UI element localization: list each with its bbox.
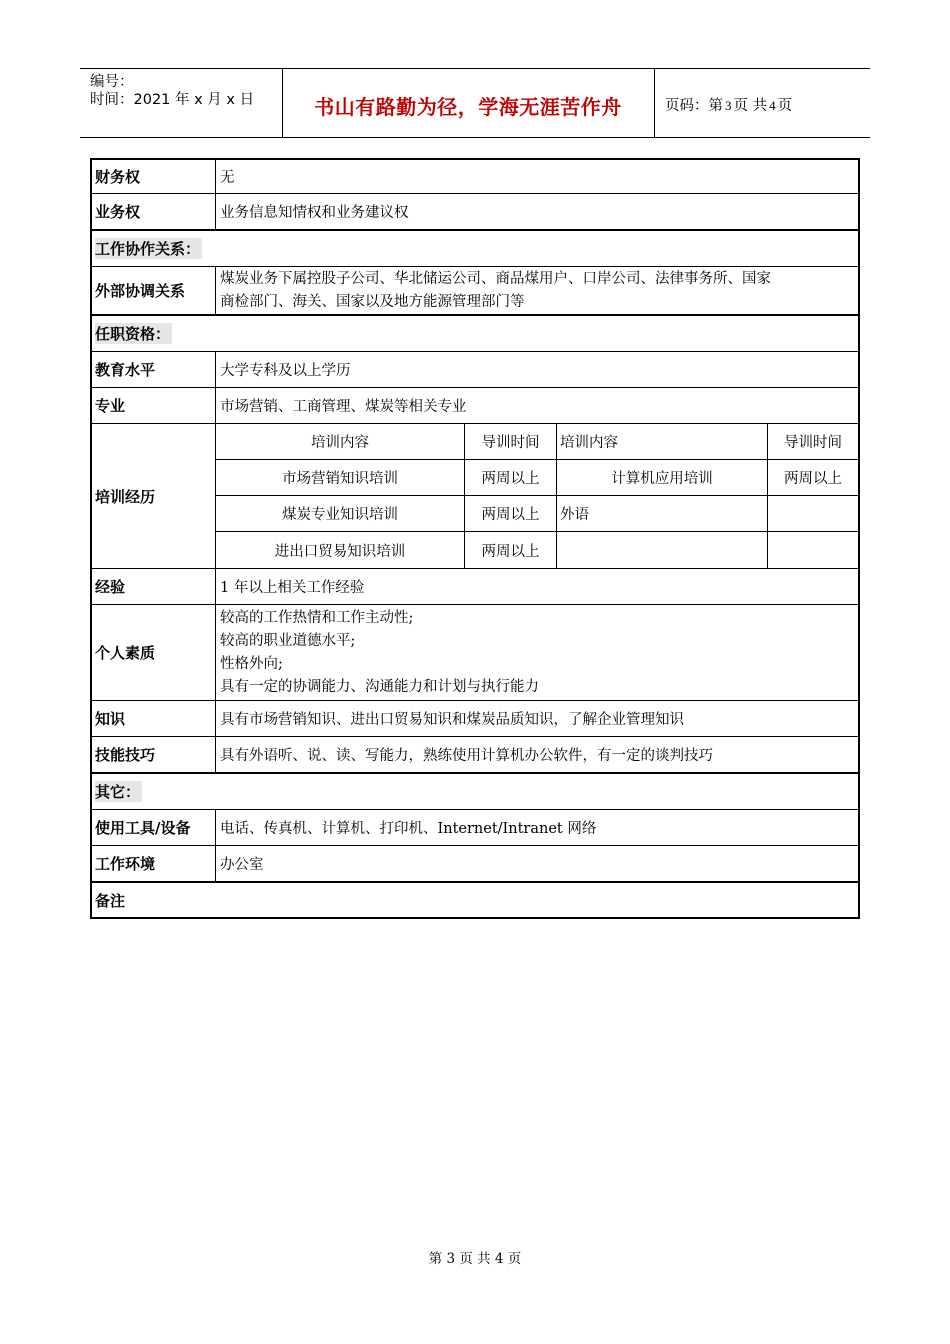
training-cell: 两周以上	[464, 460, 556, 495]
job-description-table	[90, 158, 860, 919]
row-label: 外部协调关系	[92, 267, 216, 314]
document-header	[80, 68, 870, 138]
row-value: 市场营销、工商管理、煤炭等相关专业	[220, 399, 467, 415]
row-label: 工作环境	[92, 846, 216, 881]
row-label: 经验	[92, 569, 216, 604]
row-skills	[90, 737, 860, 774]
section-title: 工作协作关系：	[95, 240, 201, 258]
training-cell: 煤炭专业知识培训	[282, 507, 398, 523]
row-label: 财务权	[92, 160, 216, 193]
row-label: 知识	[92, 701, 216, 736]
section-qualification	[90, 316, 860, 352]
row-label: 培训经历	[92, 424, 216, 568]
training-cell: 两周以上	[464, 496, 556, 531]
row-value: 较高的工作热情和工作主动性; 较高的职业道德水平; 性格外向; 具有一定的协调能力、沟通能力和计划与执行能力	[220, 609, 539, 695]
row-value: 煤炭业务下属控股子公司、华北储运公司、商品煤用户、口岸公司、法律事务所、国家 商检部门、海关、国家以及地方能源管理部门等	[220, 270, 771, 310]
row-value: 电话、传真机、计算机、打印机、Internet/Intranet 网络	[220, 821, 597, 837]
training-cell: 计算机应用培训	[556, 460, 767, 495]
row-label: 技能技巧	[92, 737, 216, 772]
page-total: 4	[769, 98, 776, 113]
row-finance	[90, 158, 860, 194]
header-meta	[90, 73, 254, 109]
training-cell: 进出口贸易知识培训	[274, 543, 406, 560]
row-value: 业务信息知情权和业务建议权	[220, 205, 409, 221]
page-current: 3	[725, 98, 732, 113]
training-header: 导训时间	[464, 424, 556, 459]
training-header: 导训时间	[767, 424, 858, 459]
row-label: 教育水平	[92, 352, 216, 387]
time-label: 时间：2021 年 x 月 x 日	[90, 92, 255, 108]
row-knowledge	[90, 701, 860, 737]
row-value: 大学专科及以上学历	[220, 363, 351, 379]
section-title: 任职资格：	[95, 325, 171, 343]
row-label: 个人素质	[92, 605, 216, 700]
section-other	[90, 774, 860, 810]
row-remark	[90, 883, 860, 919]
training-cell: 市场营销知识培训	[282, 471, 398, 487]
number-label: 编号：	[90, 74, 134, 90]
row-business	[90, 194, 860, 231]
row-tools	[90, 810, 860, 846]
row-value: 办公室	[220, 857, 264, 873]
row-value: 具有市场营销知识、进出口贸易知识和煤炭品质知识，了解企业管理知识	[220, 712, 684, 728]
motto: 书山有路勤为径，学海无涯苦作舟	[314, 95, 622, 119]
training-cell: 外语	[556, 496, 767, 531]
training-cell: 两周以上	[464, 532, 556, 568]
training-header: 培训内容	[556, 424, 767, 459]
training-cell: 两周以上	[767, 460, 858, 495]
row-external	[90, 267, 860, 316]
section-title: 其它：	[95, 783, 141, 801]
row-quality	[90, 605, 860, 701]
row-label: 专业	[92, 388, 216, 423]
row-label: 备注	[95, 891, 126, 910]
training-cell	[767, 496, 858, 531]
header-divider	[654, 69, 655, 137]
row-experience	[90, 569, 860, 605]
training-table	[216, 424, 858, 568]
row-value: 1 年以上相关工作经验	[220, 580, 365, 596]
row-value: 无	[220, 170, 235, 186]
section-cooperation	[90, 231, 860, 267]
page-indicator: 页码：第 3 页 共 4 页	[665, 98, 793, 114]
row-training	[90, 424, 860, 569]
row-education	[90, 352, 860, 388]
training-cell	[556, 532, 767, 568]
row-environment	[90, 846, 860, 883]
row-label: 使用工具/设备	[92, 810, 216, 845]
training-header: 培训内容	[311, 435, 369, 451]
training-cell	[767, 532, 858, 568]
page-footer: 第 3 页 共 4 页	[428, 1251, 522, 1267]
training-row	[216, 532, 858, 568]
row-value: 具有外语听、说、读、写能力，熟练使用计算机办公软件，有一定的谈判技巧	[220, 748, 713, 764]
training-row	[216, 496, 858, 532]
row-major	[90, 388, 860, 424]
training-header-row	[216, 424, 858, 460]
training-row	[216, 460, 858, 496]
row-label: 业务权	[92, 194, 216, 229]
